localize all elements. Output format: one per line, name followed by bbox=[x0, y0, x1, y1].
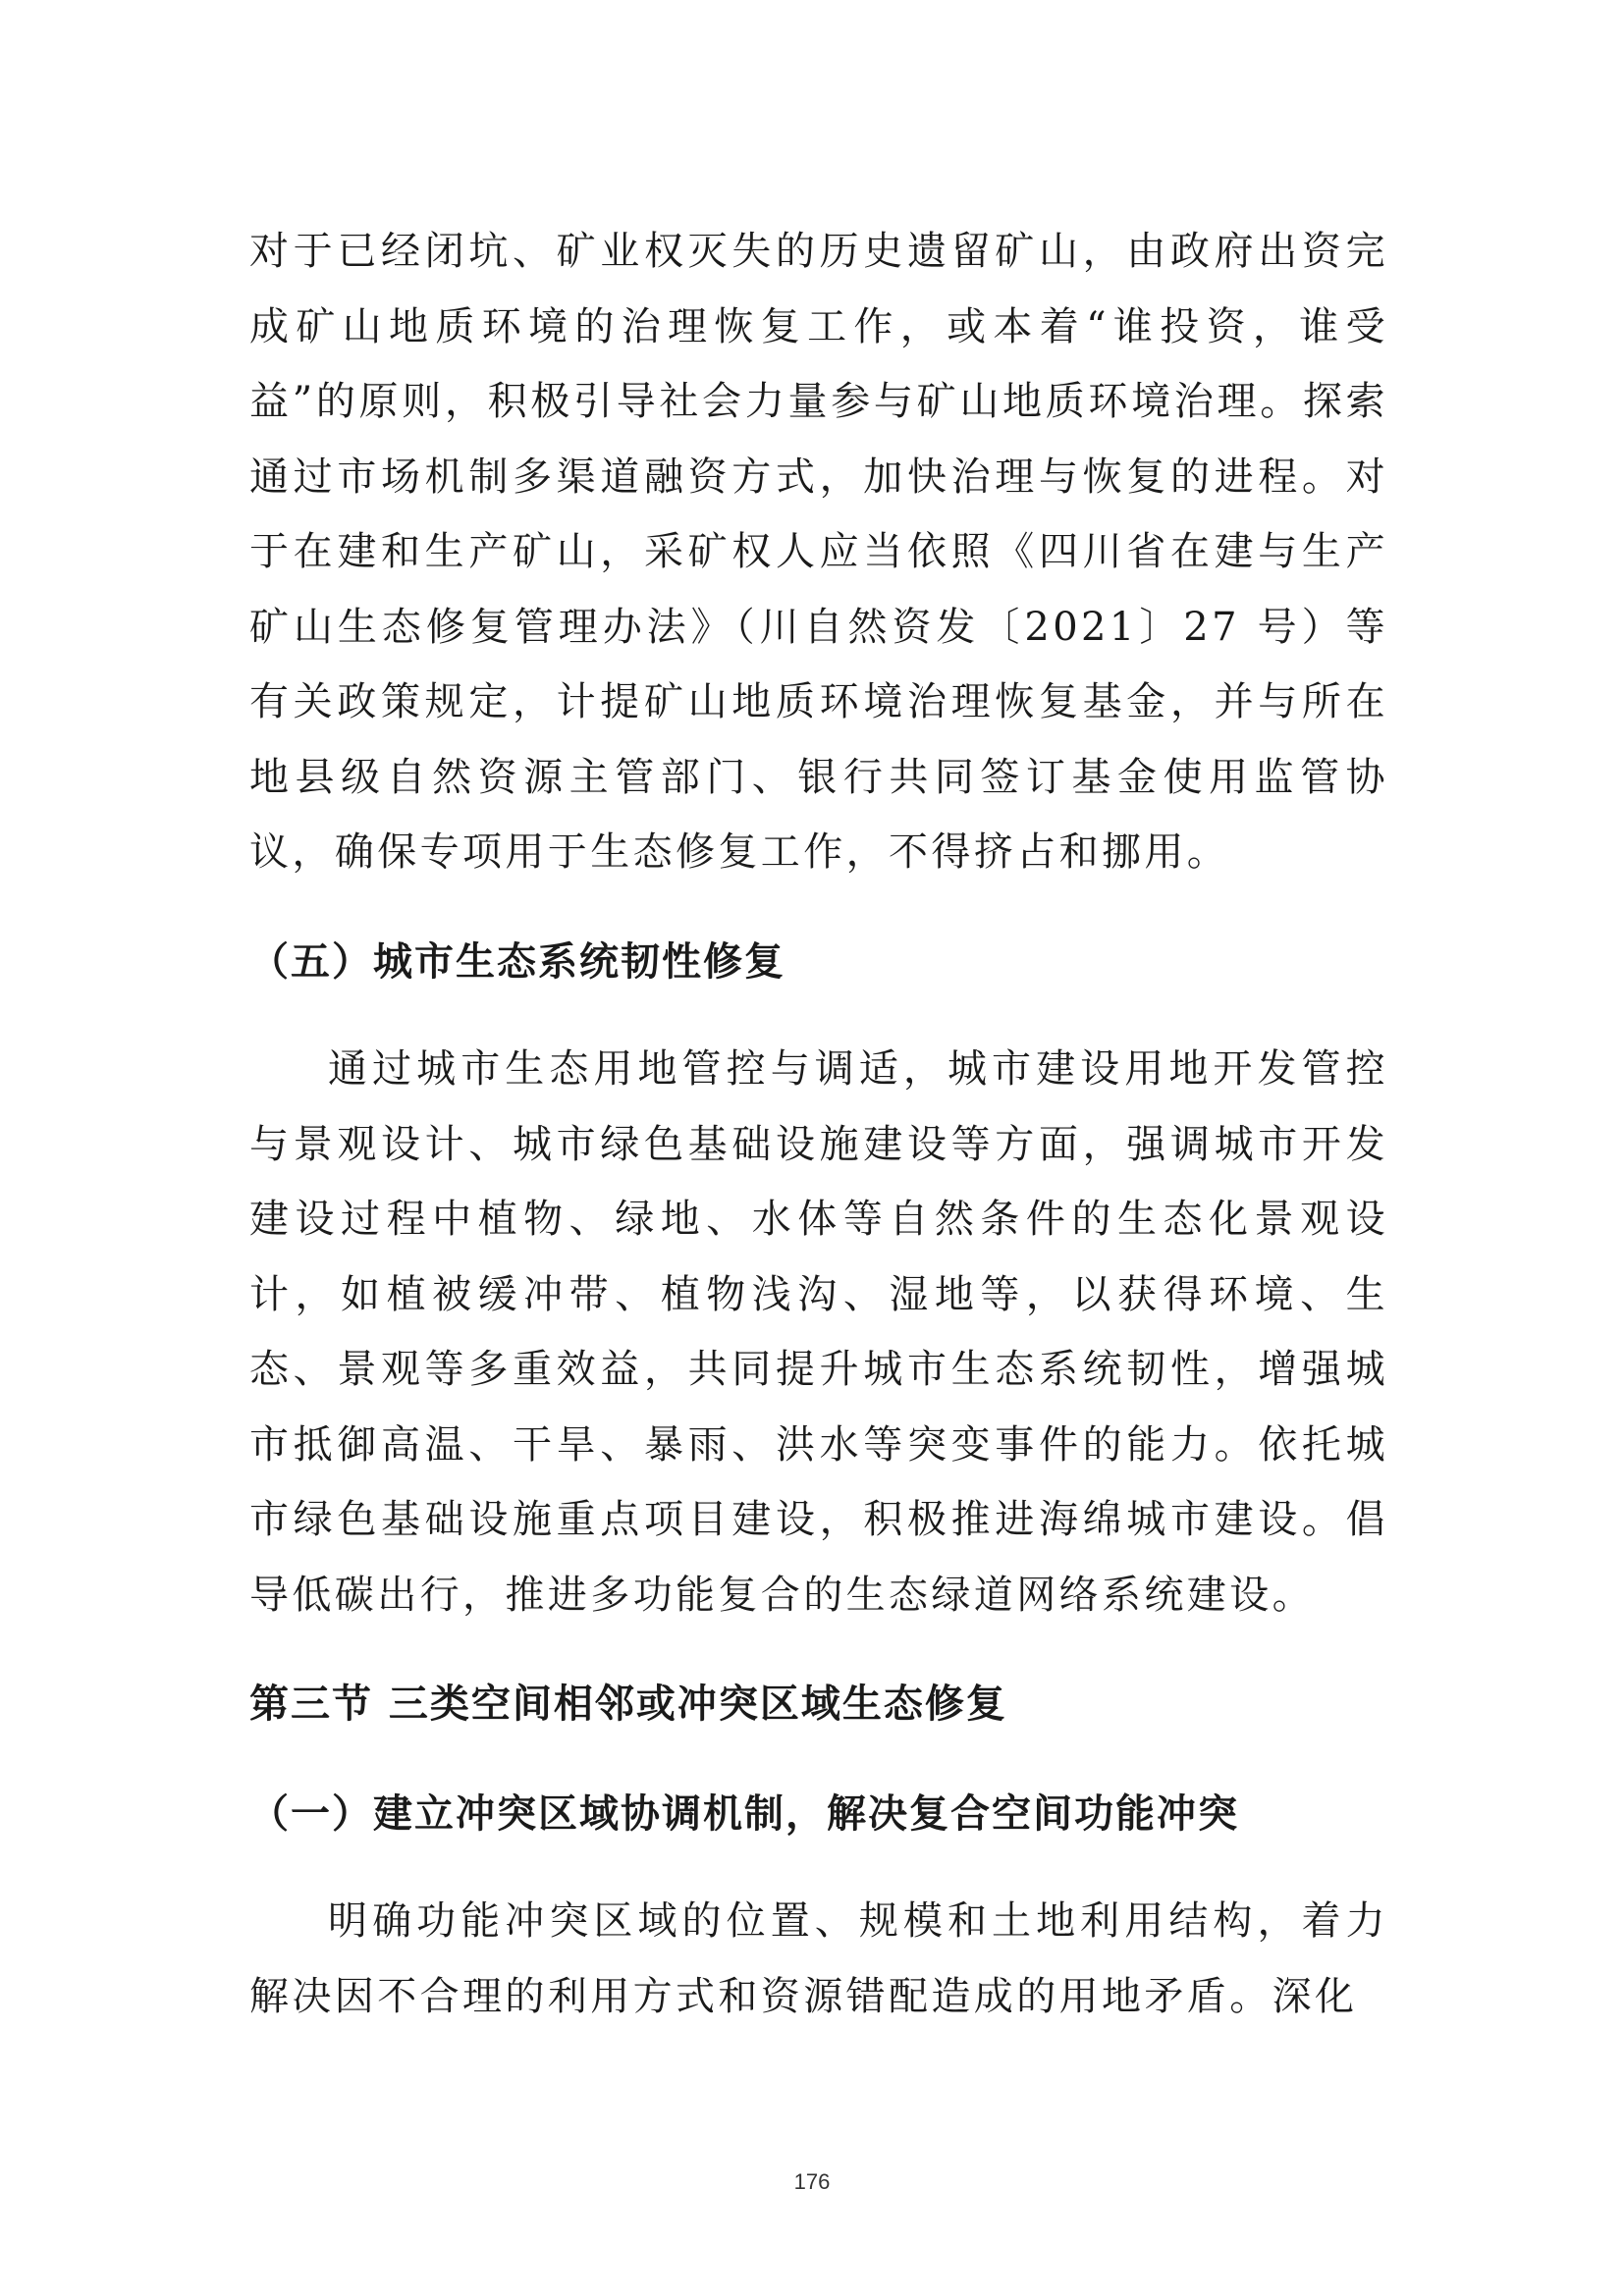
paragraph-mine-restoration: 对于已经闭坑、矿业权灭失的历史遗留矿山，由政府出资完成矿山地质环境的治理恢复工作，或本着“谁投资，谁受益”的原则，积极引导社会力量参与矿山地质环境治理。探索通过市场机制多渠道融资方式，加快治理与恢复的进程。对于在建和生产矿山，采矿权人应当依照《四川省在建与生产矿山生态修复管理办法》（川自然资发〔2021〕27 号）等有关政策规定，计提矿山地质环境治理恢复基金，并与所在地县级自然资源主管部门、银行共同签订基金使用监管协议，确保专项用于生态修复工作，不得挤占和挪用。 bbox=[249, 229, 1388, 875]
page-body bbox=[249, 214, 1388, 2034]
paragraph-urban-resilience: 通过城市生态用地管控与调适，城市建设用地开发管控与景观设计、城市绿色基础设施建设等方面，强调城市开发建设过程中植物、绿地、水体等自然条件的生态化景观设计，如植被缓冲带、植物浅沟、湿地等，以获得环境、生态、景观等多重效益，共同提升城市生态系统韧性，增强城市抵御高温、干旱、暴雨、洪水等突变事件的能力。依托城市绿色基础设施重点项目建设，积极推进海绵城市建设。倡导低碳出行，推进多功能复合的生态绿道网络系统建设。 bbox=[249, 1046, 1388, 1618]
page-number: 176 bbox=[793, 2169, 831, 2194]
subheading-coordination-mechanism: （一）建立冲突区域协调机制，解决复合空间功能冲突 bbox=[249, 1790, 1239, 1837]
section-heading-conflict-zones: 第三节 三类空间相邻或冲突区域生态修复 bbox=[249, 1682, 1007, 1727]
subheading-urban-resilience: （五）城市生态系统韧性修复 bbox=[249, 938, 785, 985]
paragraph-conflict-resolution: 明确功能冲突区域的位置、规模和土地利用结构，着力解决因不合理的利用方式和资源错配造成的用地矛盾。深化 bbox=[249, 1898, 1388, 2019]
